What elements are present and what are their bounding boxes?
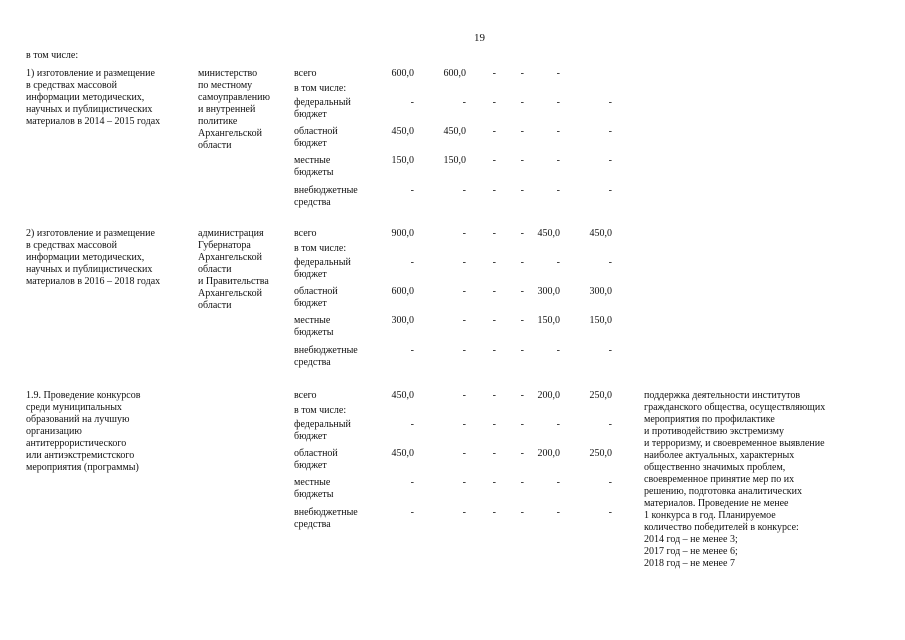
cell-value: -	[492, 286, 496, 297]
cell-value: -	[520, 315, 524, 326]
cell-value: -	[608, 97, 612, 108]
cell-value: -	[556, 97, 560, 108]
cell-value: -	[556, 419, 560, 430]
cell-value: -	[556, 507, 560, 518]
cell-value: -	[492, 257, 496, 268]
row-label: областной бюджет	[294, 286, 338, 309]
cell-value: 600,0	[391, 286, 414, 297]
cell-value: -	[608, 155, 612, 166]
cell-value: -	[410, 185, 414, 196]
cell-value: -	[492, 390, 496, 401]
cell-value: -	[462, 228, 466, 239]
cell-value: 450,0	[391, 390, 414, 401]
section-executor: министерство по местному самоуправлению и внутренней политике Архангельской области	[198, 68, 270, 151]
section-title: 1.9. Проведение конкурсов среди муниципальных образований на лучшую организацию антитеррористического или антиэкстремистского мероприятия (программы)	[26, 390, 141, 473]
cell-value: -	[520, 126, 524, 137]
row-label: внебюджетные средства	[294, 185, 358, 208]
cell-value: -	[410, 345, 414, 356]
row-label: в том числе:	[294, 83, 347, 94]
cell-value: -	[608, 345, 612, 356]
cell-value: 450,0	[537, 228, 560, 239]
cell-value: 250,0	[589, 448, 612, 459]
cell-value: 300,0	[537, 286, 560, 297]
row-label: федеральный бюджет	[294, 97, 351, 120]
section-title: 1) изготовление и размещение в средствах массовой информации методических, научных и публицистических материалов в 2014 – 2015 годах	[26, 68, 161, 127]
cell-value: -	[492, 419, 496, 430]
cell-value: -	[520, 228, 524, 239]
cell-value: -	[520, 68, 524, 79]
cell-value: -	[520, 97, 524, 108]
cell-value: -	[520, 477, 524, 488]
row-label: внебюджетные средства	[294, 345, 358, 368]
cell-value: -	[492, 448, 496, 459]
cell-value: -	[462, 390, 466, 401]
cell-value: -	[608, 257, 612, 268]
cell-value: -	[410, 419, 414, 430]
cell-value: -	[492, 68, 496, 79]
cell-value: -	[556, 477, 560, 488]
cell-value: -	[492, 477, 496, 488]
cell-value: 450,0	[589, 228, 612, 239]
cell-value: -	[462, 419, 466, 430]
cell-value: 600,0	[443, 68, 466, 79]
cell-value: -	[520, 286, 524, 297]
cell-value: -	[462, 257, 466, 268]
cell-value: -	[556, 345, 560, 356]
cell-value: -	[608, 126, 612, 137]
cell-value: -	[520, 155, 524, 166]
row-label: местные бюджеты	[294, 155, 334, 178]
cell-value: -	[462, 345, 466, 356]
cell-value: -	[608, 185, 612, 196]
cell-value: -	[410, 507, 414, 518]
cell-value: -	[462, 448, 466, 459]
cell-value: -	[492, 345, 496, 356]
cell-value: -	[462, 477, 466, 488]
cell-value: -	[520, 419, 524, 430]
section-executor: администрация Губернатора Архангельской области и Правительства Архангельской области	[198, 228, 269, 311]
cell-value: -	[520, 345, 524, 356]
cell-value: -	[410, 257, 414, 268]
cell-value: -	[608, 507, 612, 518]
intro-text: в том числе:	[26, 50, 79, 61]
page-number: 19	[474, 32, 485, 44]
cell-value: 450,0	[391, 126, 414, 137]
cell-value: -	[556, 257, 560, 268]
cell-value: 150,0	[443, 155, 466, 166]
cell-value: -	[556, 68, 560, 79]
row-label: внебюджетные средства	[294, 507, 358, 530]
cell-value: -	[462, 507, 466, 518]
cell-value: -	[492, 97, 496, 108]
cell-value: -	[608, 477, 612, 488]
cell-value: -	[410, 97, 414, 108]
cell-value: -	[556, 126, 560, 137]
row-label: всего	[294, 68, 317, 79]
row-label: в том числе:	[294, 243, 347, 254]
cell-value: 900,0	[391, 228, 414, 239]
row-label: местные бюджеты	[294, 477, 334, 500]
cell-value: -	[520, 185, 524, 196]
row-label: областной бюджет	[294, 448, 338, 471]
cell-value: -	[520, 390, 524, 401]
cell-value: -	[608, 419, 612, 430]
row-label: в том числе:	[294, 405, 347, 416]
cell-value: -	[492, 185, 496, 196]
cell-value: 200,0	[537, 448, 560, 459]
cell-value: 300,0	[391, 315, 414, 326]
cell-value: -	[556, 155, 560, 166]
cell-value: -	[520, 448, 524, 459]
cell-value: -	[410, 477, 414, 488]
section-title: 2) изготовление и размещение в средствах массовой информации методических, научных и публицистических материалов в 2016 – 2018 годах	[26, 228, 161, 287]
cell-value: 200,0	[537, 390, 560, 401]
cell-value: -	[492, 228, 496, 239]
cell-value: 450,0	[391, 448, 414, 459]
cell-value: -	[492, 126, 496, 137]
cell-value: -	[492, 315, 496, 326]
cell-value: 450,0	[443, 126, 466, 137]
cell-value: -	[556, 185, 560, 196]
cell-value: 150,0	[589, 315, 612, 326]
cell-value: -	[462, 185, 466, 196]
row-label: федеральный бюджет	[294, 419, 351, 442]
cell-value: -	[520, 257, 524, 268]
cell-value: 300,0	[589, 286, 612, 297]
row-label: областной бюджет	[294, 126, 338, 149]
cell-value: -	[492, 507, 496, 518]
cell-value: 250,0	[589, 390, 612, 401]
cell-value: -	[462, 97, 466, 108]
cell-value: -	[462, 286, 466, 297]
cell-value: 150,0	[391, 155, 414, 166]
cell-value: -	[520, 507, 524, 518]
row-label: федеральный бюджет	[294, 257, 351, 280]
cell-value: -	[462, 315, 466, 326]
row-label: всего	[294, 390, 317, 401]
row-label: местные бюджеты	[294, 315, 334, 338]
row-label: всего	[294, 228, 317, 239]
cell-value: 150,0	[537, 315, 560, 326]
cell-value: -	[492, 155, 496, 166]
cell-value: 600,0	[391, 68, 414, 79]
section-result: поддержка деятельности институтов гражданского общества, осуществляющих мероприятия по профилактике и противодействию экстремизму и терроризму, и своевременное выявление наиболее актуальных, характерных общественно значимых проблем, своевременное принятие мер по их решению, подготовка аналитических материалов. Проведение не менее 1 конкурса в год. Планируемое количество победителей в конкурсе: 2014 год – не менее 3; 2017 год – не менее 6; 2018 год – не менее 7	[644, 390, 826, 569]
